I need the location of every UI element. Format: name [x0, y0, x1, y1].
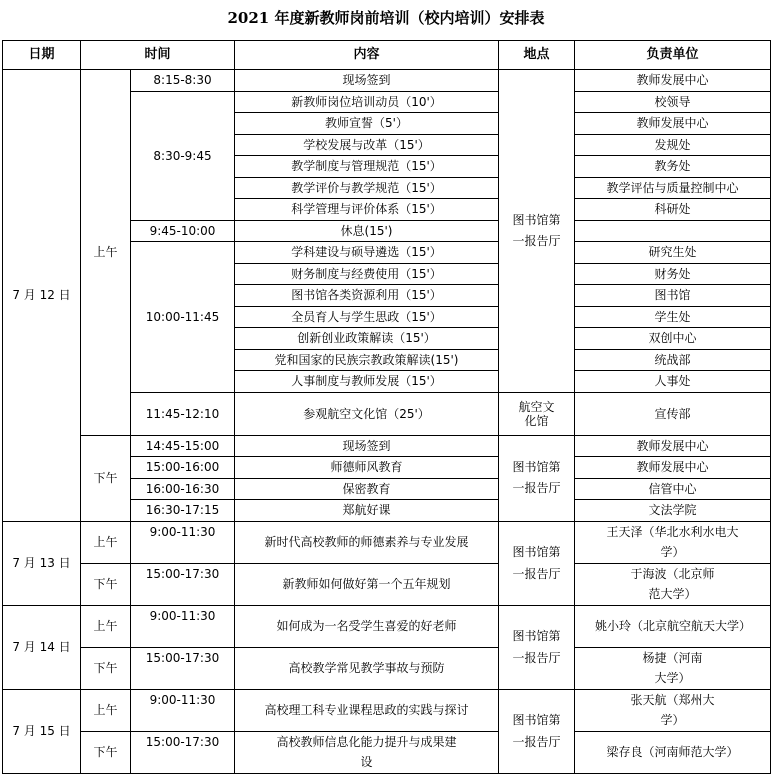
table-row	[3, 647, 771, 689]
table-row	[3, 563, 771, 605]
time-cell: 9:00-11:30	[131, 689, 235, 731]
unit-cell: 教师发展中心	[575, 70, 771, 92]
time-cell: 9:00-11:30	[131, 605, 235, 647]
location-cell: 图书馆第一报告厅	[499, 435, 575, 521]
unit-cell: 教师发展中心	[575, 457, 771, 479]
content-cell: 人事制度与教师发展（15'）	[235, 371, 499, 393]
page-title: 2021 年度新教师岗前培训（校内培训）安排表	[227, 9, 545, 27]
time-cell: 15:00-17:30	[131, 563, 235, 605]
content-cell: 全员育人与学生思政（15'）	[235, 306, 499, 328]
period-cell: 下午	[81, 435, 131, 521]
unit-cell: 于海波（北京师范大学）	[575, 563, 771, 605]
content-cell: 新教师如何做好第一个五年规划	[235, 563, 499, 605]
time-cell: 14:45-15:00	[131, 435, 235, 457]
content-cell: 高校理工科专业课程思政的实践与探讨	[235, 689, 499, 731]
content-cell: 新教师岗位培训动员（10'）	[235, 91, 499, 113]
unit-cell: 人事处	[575, 371, 771, 393]
unit-cell: 统战部	[575, 349, 771, 371]
time-cell: 15:00-17:30	[131, 731, 235, 773]
table-row	[3, 605, 771, 647]
unit-cell: 杨捷（河南大学）	[575, 647, 771, 689]
date-cell: 7 月 15 日	[3, 689, 81, 773]
unit-cell: 梁存良（河南师范大学）	[575, 731, 771, 773]
table-row	[3, 435, 771, 457]
unit-cell: 发规处	[575, 134, 771, 156]
unit-cell: 图书馆	[575, 285, 771, 307]
content-cell: 现场签到	[235, 435, 499, 457]
table-row	[3, 521, 771, 563]
header-time: 时间	[81, 41, 235, 70]
period-cell: 上午	[81, 689, 131, 731]
content-cell: 教学评价与教学规范（15'）	[235, 177, 499, 199]
header-row	[3, 41, 771, 70]
period-cell: 上午	[81, 605, 131, 647]
unit-cell: 信管中心	[575, 478, 771, 500]
header-unit: 负责单位	[575, 41, 771, 70]
content-cell: 学科建设与硕导遴选（15'）	[235, 242, 499, 264]
content-cell: 保密教育	[235, 478, 499, 500]
unit-cell: 教师发展中心	[575, 113, 771, 135]
location-cell: 图书馆第一报告厅	[499, 70, 575, 393]
table-row	[3, 70, 771, 92]
location-cell: 图书馆第一报告厅	[499, 521, 575, 605]
period-cell: 上午	[81, 521, 131, 563]
content-cell: 新时代高校教师的师德素养与专业发展	[235, 521, 499, 563]
location-cell: 图书馆第一报告厅	[499, 605, 575, 689]
schedule-table	[2, 40, 771, 774]
time-cell: 8:30-9:45	[131, 91, 235, 220]
period-cell: 下午	[81, 647, 131, 689]
content-cell: 创新创业政策解读（15'）	[235, 328, 499, 350]
time-cell: 10:00-11:45	[131, 242, 235, 393]
content-cell: 财务制度与经费使用（15'）	[235, 263, 499, 285]
content-cell: 党和国家的民族宗教政策解读(15')	[235, 349, 499, 371]
time-cell: 16:00-16:30	[131, 478, 235, 500]
unit-cell: 张天航（郑州大学）	[575, 689, 771, 731]
unit-cell: 文法学院	[575, 500, 771, 522]
unit-cell: 王天泽（华北水利水电大学）	[575, 521, 771, 563]
content-cell: 图书馆各类资源利用（15'）	[235, 285, 499, 307]
unit-cell: 学生处	[575, 306, 771, 328]
content-cell: 教学制度与管理规范（15'）	[235, 156, 499, 178]
content-cell: 现场签到	[235, 70, 499, 92]
time-cell: 15:00-17:30	[131, 647, 235, 689]
content-cell: 师德师风教育	[235, 457, 499, 479]
content-cell: 教师宣誓（5'）	[235, 113, 499, 135]
unit-cell: 校领导	[575, 91, 771, 113]
date-cell: 7 月 12 日	[3, 70, 81, 522]
table-row	[3, 731, 771, 773]
unit-cell: 教学评估与质量控制中心	[575, 177, 771, 199]
content-cell: 高校教学常见教学事故与预防	[235, 647, 499, 689]
time-cell: 8:15-8:30	[131, 70, 235, 92]
unit-cell	[575, 220, 771, 242]
content-cell: 如何成为一名受学生喜爱的好老师	[235, 605, 499, 647]
time-cell: 9:00-11:30	[131, 521, 235, 563]
location-cell: 航空文化馆	[499, 392, 575, 435]
unit-cell: 科研处	[575, 199, 771, 221]
content-cell: 高校教师信息化能力提升与成果建设	[235, 731, 499, 773]
header-content: 内容	[235, 41, 499, 70]
time-cell: 16:30-17:15	[131, 500, 235, 522]
unit-cell: 宣传部	[575, 392, 771, 435]
content-cell: 郑航好课	[235, 500, 499, 522]
header-date: 日期	[3, 41, 81, 70]
header-location: 地点	[499, 41, 575, 70]
unit-cell: 教务处	[575, 156, 771, 178]
time-cell: 15:00-16:00	[131, 457, 235, 479]
period-cell: 下午	[81, 731, 131, 773]
unit-cell: 姚小玲（北京航空航天大学）	[575, 605, 771, 647]
date-cell: 7 月 13 日	[3, 521, 81, 605]
location-cell: 图书馆第一报告厅	[499, 689, 575, 773]
content-cell: 休息(15')	[235, 220, 499, 242]
unit-cell: 财务处	[575, 263, 771, 285]
content-cell: 学校发展与改革（15'）	[235, 134, 499, 156]
period-cell: 上午	[81, 70, 131, 436]
time-cell: 9:45-10:00	[131, 220, 235, 242]
content-cell: 科学管理与评价体系（15'）	[235, 199, 499, 221]
unit-cell: 双创中心	[575, 328, 771, 350]
period-cell: 下午	[81, 563, 131, 605]
unit-cell: 教师发展中心	[575, 435, 771, 457]
content-cell: 参观航空文化馆（25'）	[235, 392, 499, 435]
date-cell: 7 月 14 日	[3, 605, 81, 689]
time-cell: 11:45-12:10	[131, 392, 235, 435]
table-row	[3, 689, 771, 731]
unit-cell: 研究生处	[575, 242, 771, 264]
